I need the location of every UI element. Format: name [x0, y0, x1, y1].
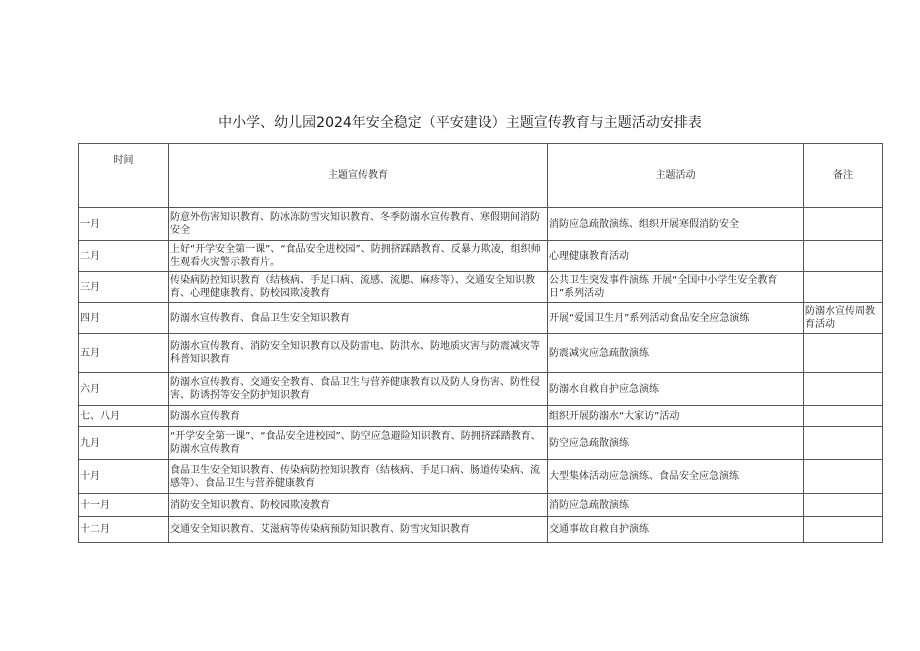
table-row — [79, 241, 883, 272]
note-cell — [804, 494, 883, 517]
education-cell: 防溺水宣传教育、交通安全教育、食品卫生与营养健康教育以及防人身伤害、防性侵害、防诱拐等安全防护知识教育 — [169, 373, 548, 406]
table-row — [79, 406, 883, 427]
education-cell: 上好“开学安全第一课”、“食品安全进校园”、防拥挤踩踏教育、反暴力欺凌，组织师生观看火灾警示教育片。 — [169, 241, 548, 272]
activity-cell: 防震减灾应急疏散演练 — [548, 334, 804, 373]
table-row — [79, 427, 883, 460]
table-row — [79, 334, 883, 373]
education-cell: “开学安全第一课”、“食品安全进校园”、防空应急避险知识教育、防拥挤踩踏教育、防溺水宣传教育 — [169, 427, 548, 460]
note-cell: 防溺水宣传周教育活动 — [804, 303, 883, 334]
month-cell: 十月 — [79, 460, 169, 494]
education-cell: 防溺水宣传教育 — [169, 406, 548, 427]
header-time: 时间 — [79, 144, 169, 208]
note-cell — [804, 272, 883, 303]
education-cell: 防溺水宣传教育、食品卫生安全知识教育 — [169, 303, 548, 334]
activity-cell: 大型集体活动应急演练、食品安全应急演练 — [548, 460, 804, 494]
header-note: 备注 — [804, 144, 883, 208]
note-cell — [804, 427, 883, 460]
note-cell — [804, 517, 883, 543]
schedule-table — [78, 143, 883, 543]
table-row — [79, 303, 883, 334]
month-cell: 二月 — [79, 241, 169, 272]
month-cell: 六月 — [79, 373, 169, 406]
table-row — [79, 272, 883, 303]
month-cell: 一月 — [79, 208, 169, 241]
header-education: 主题宣传教育 — [169, 144, 548, 208]
document-title: 中小学、幼儿园2024年安全稳定（平安建设）主题宣传教育与主题活动安排表 — [218, 115, 702, 131]
table-row — [79, 517, 883, 543]
note-cell — [804, 241, 883, 272]
activity-cell: 公共卫生突发事件演练 开展“全国中小学生安全教育日”系列活动 — [548, 272, 804, 303]
month-cell: 四月 — [79, 303, 169, 334]
activity-cell: 消防应急疏散演练、组织开展寒假消防安全 — [548, 208, 804, 241]
table-row — [79, 460, 883, 494]
month-cell: 三月 — [79, 272, 169, 303]
header-activity: 主题活动 — [548, 144, 804, 208]
month-cell: 十二月 — [79, 517, 169, 543]
table-row — [79, 494, 883, 517]
education-cell: 防溺水宣传教育、消防安全知识教育以及防雷电、防洪水、防地质灾害与防震减灾等科普知识教育 — [169, 334, 548, 373]
table-row — [79, 373, 883, 406]
education-cell: 食品卫生安全知识教育、传染病防控知识教育（结核病、手足口病、肠道传染病、流感等）、食品卫生与营养健康教育 — [169, 460, 548, 494]
activity-cell: 防空应急疏散演练 — [548, 427, 804, 460]
note-cell — [804, 208, 883, 241]
activity-cell: 防溺水自救自护应急演练 — [548, 373, 804, 406]
month-cell: 五月 — [79, 334, 169, 373]
table-row — [79, 208, 883, 241]
education-cell: 防意外伤害知识教育、防冰冻防雪灾知识教育、冬季防溺水宣传教育、寒假期间消防安全 — [169, 208, 548, 241]
activity-cell: 组织开展防溺水“大家访”活动 — [548, 406, 804, 427]
education-cell: 消防安全知识教育、防校园欺凌教育 — [169, 494, 548, 517]
activity-cell: 开展“爱国卫生月”系列活动食品安全应急演练 — [548, 303, 804, 334]
month-cell: 九月 — [79, 427, 169, 460]
table-header-row — [79, 144, 883, 208]
month-cell: 十一月 — [79, 494, 169, 517]
note-cell — [804, 406, 883, 427]
education-cell: 交通安全知识教育、艾滋病等传染病预防知识教育、防雪灾知识教育 — [169, 517, 548, 543]
activity-cell: 心理健康教育活动 — [548, 241, 804, 272]
education-cell: 传染病防控知识教育（结核病、手足口病、流感、流腮、麻疹等）、交通安全知识教育、心理健康教育、防校园欺凌教育 — [169, 272, 548, 303]
activity-cell: 消防应急疏散演练 — [548, 494, 804, 517]
note-cell — [804, 373, 883, 406]
note-cell — [804, 460, 883, 494]
note-cell — [804, 334, 883, 373]
activity-cell: 交通事故自救自护演练 — [548, 517, 804, 543]
month-cell: 七、八月 — [79, 406, 169, 427]
